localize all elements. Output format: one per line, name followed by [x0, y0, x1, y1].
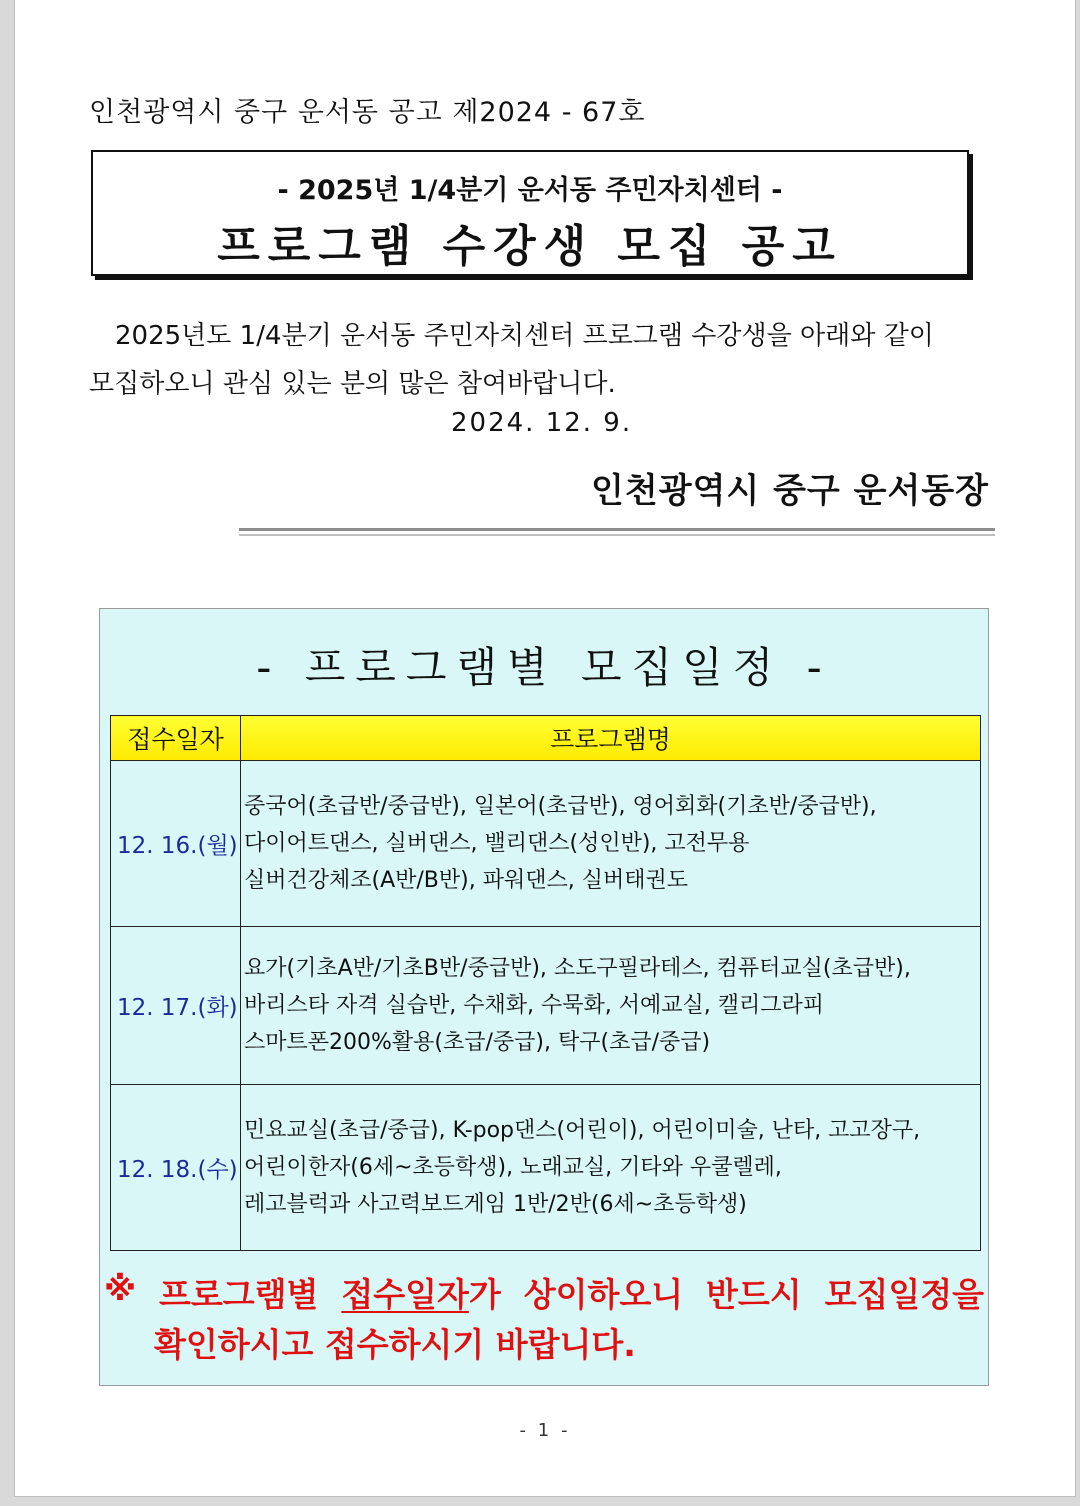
- title-main: 프로그램 수강생 모집 공고: [217, 221, 843, 272]
- signer: 인천광역시 중구 운서동장: [591, 471, 989, 511]
- intro-paragraph: [89, 312, 979, 408]
- warning-word: 프로그램별: [159, 1275, 319, 1314]
- row-date: 12. 16.(월): [111, 761, 241, 927]
- notice-date: 2024. 12. 9.: [451, 408, 633, 438]
- program-line: 스마트폰200%활용(초급/중급), 탁구(초급/중급): [244, 1030, 711, 1055]
- intro-line-1: 2025년도 1/4분기 운서동 주민자치센터 프로그램 수강생을 아래와 같이: [115, 321, 934, 351]
- schedule-heading: - 프로그램별 모집일정 -: [256, 643, 832, 692]
- warning-line-1: [104, 1269, 984, 1316]
- row-programs: [241, 761, 981, 927]
- signature-divider: [239, 528, 995, 536]
- table-row: [111, 761, 981, 927]
- warning-underlined: 접수일자: [341, 1275, 469, 1314]
- column-header-date: 접수일자: [111, 716, 241, 761]
- warning-word: 상이하오니: [523, 1275, 684, 1314]
- intro-line-2: 모집하오니 관심 있는 분의 많은 참여바랍니다.: [89, 369, 616, 399]
- program-line: 어린이한자(6세~초등학생), 노래교실, 기타와 우쿨렐레,: [244, 1155, 782, 1180]
- table-row: [111, 927, 981, 1085]
- program-line: 다이어트댄스, 실버댄스, 밸리댄스(성인반), 고전무용: [244, 831, 750, 856]
- row-date: 12. 17.(화): [111, 927, 241, 1085]
- program-line: 레고블럭과 사고력보드게임 1반/2반(6세~초등학생): [244, 1192, 747, 1217]
- warning-line-2: 확인하시고 접수하시기 바랍니다.: [154, 1325, 636, 1364]
- warning-word: 모집일정을: [824, 1275, 984, 1314]
- table-row: [111, 1085, 981, 1251]
- row-programs: [241, 927, 981, 1085]
- program-line: 바리스타 자격 실습반, 수채화, 수묵화, 서예교실, 캘리그라피: [244, 993, 824, 1018]
- warning-word: 반드시: [706, 1275, 802, 1314]
- document-page: [14, 0, 1076, 1497]
- title-box: [91, 150, 969, 276]
- column-header-program: 프로그램명: [241, 716, 981, 761]
- program-line: 민요교실(초급/중급), K-pop댄스(어린이), 어린이미술, 난타, 고고장구,: [244, 1118, 921, 1143]
- notice-number: 인천광역시 중구 운서동 공고 제2024 - 67호: [89, 97, 646, 128]
- schedule-panel: [99, 608, 989, 1386]
- program-line: 요가(기초A반/기초B반/중급반), 소도구필라테스, 컴퓨터교실(초급반),: [244, 956, 911, 981]
- page-number: - 1 -: [519, 1420, 571, 1441]
- row-date: 12. 18.(수): [111, 1085, 241, 1251]
- table-header-row: [111, 716, 981, 761]
- warning-particle: 가: [468, 1275, 501, 1314]
- reference-mark: ※: [104, 1269, 137, 1308]
- program-line: 실버건강체조(A반/B반), 파워댄스, 실버태권도: [244, 868, 688, 893]
- warning-phrase: [341, 1269, 500, 1316]
- program-line: 중국어(초급반/중급반), 일본어(초급반), 영어회화(기초반/중급반),: [244, 794, 877, 819]
- title-subtitle: - 2025년 1/4분기 운서동 주민자치센터 -: [277, 175, 783, 206]
- row-programs: [241, 1085, 981, 1251]
- schedule-table: [110, 715, 981, 1251]
